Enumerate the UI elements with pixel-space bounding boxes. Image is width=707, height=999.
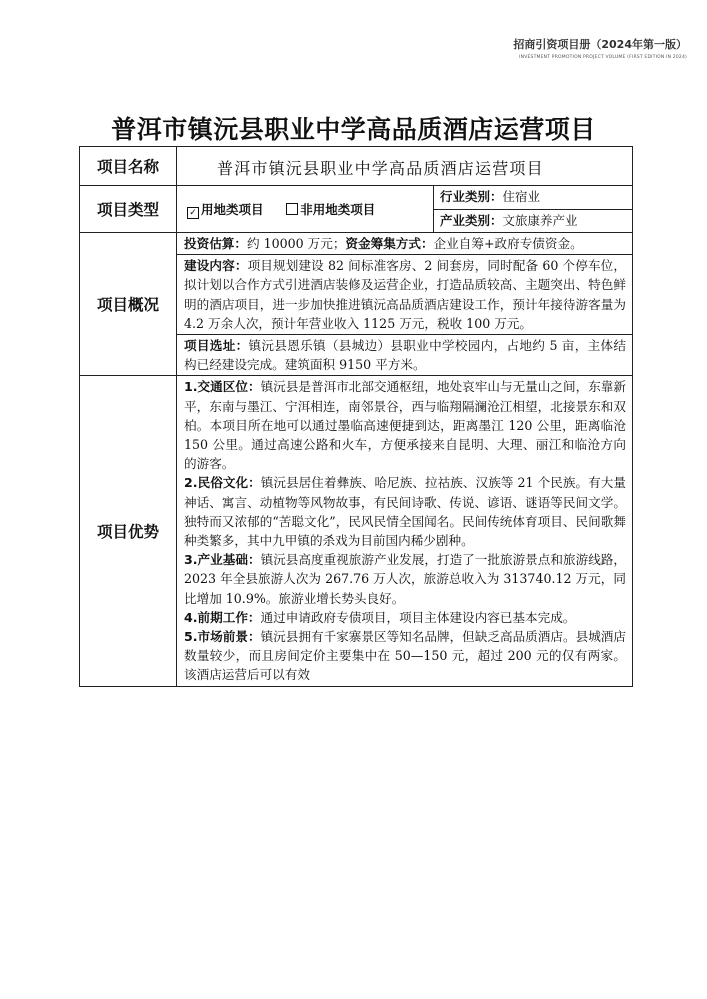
advantage-item (184, 473, 626, 550)
type-land-label: 用地类项目 (201, 201, 264, 217)
advantage-item-label: 4.前期工作： (184, 609, 261, 625)
row-project-type (80, 186, 633, 210)
advantage-item-label: 1.交通区位： (184, 379, 261, 395)
fund-label: 资金筹集方式： (345, 236, 434, 251)
site-value: 镇沅县恩乐镇（县城边）县职业中学校园内，占地约 5 亩，主体结构已经建设完成。建筑面积 9150 平方米。 (184, 338, 626, 373)
row-advantages (80, 376, 633, 686)
build-label: 建设内容： (184, 258, 248, 274)
checkbox-unchecked-icon (286, 203, 298, 215)
sector-category (434, 209, 633, 233)
advantage-item (184, 550, 626, 608)
checkbox-checked-icon: ✓ (187, 207, 199, 219)
advantage-item (184, 608, 626, 627)
project-type-label: 项目类型 (80, 186, 177, 233)
advantage-item-label: 5.市场前景： (184, 629, 261, 645)
overview-label: 项目概况 (80, 233, 177, 376)
advantage-item-text: 通过申请政府专债项目，项目主体建设内容已基本完成。 (260, 609, 576, 625)
build-value: 项目规划建设 82 间标准客房、2 间套房，同时配备 60 个停车位，拟计划以合作方式引进酒店装修及运营企业，打造品质较高、主题突出、特色鲜明的酒店项目，进一步加快推进镇沅高品质酒店建设工作，预计年接待游客量为 4.2 万余人次，预计年营业收入 1125 万元，税收 100 万元。 (184, 258, 626, 331)
construction-content (177, 255, 633, 335)
industry-value: 住宿业 (502, 189, 541, 204)
investment-info (177, 233, 633, 255)
advantage-label: 项目优势 (80, 376, 177, 686)
project-name-value: 普洱市镇沅县职业中学高品质酒店运营项目 (177, 147, 633, 186)
advantage-item (184, 377, 626, 473)
advantages-list (177, 376, 633, 686)
site-label: 项目选址： (184, 338, 249, 354)
project-site (177, 335, 633, 376)
project-table (79, 146, 633, 687)
advantage-item-text: 镇沅县拥有千家寨景区等知名品牌，但缺乏高品质酒店。县城酒店数量较少，而且房间定价主要集中在 50—150 元，超过 200 元的仅有两家。该酒店运营后可以有效 (184, 629, 626, 683)
advantage-item-text: 镇沅县是普洱市北部交通枢纽，地处哀牢山与无量山之间，东靠新平，东南与墨江、宁洱相连，南邻景谷，西与临翔隔澜沧江相望，北接景东和双柏。本项目所在地可以通过墨临高速便捷到达，距离墨江 120 公里，距离临沧 150 公里。通过高速公路和火车，方便承接来自昆明、大理、丽江和临沧方向的游客。 (184, 379, 626, 472)
invest-value: 约 10000 万元； (246, 236, 346, 251)
sector-value: 文旅康养产业 (502, 212, 578, 228)
page-title: 普洱市镇沅县职业中学高品质酒店运营项目 (111, 115, 596, 144)
advantage-item-text: 镇沅县高度重视旅游产业发展，打造了一批旅游景点和旅游线路，2023 年全县旅游人次为 267.76 万人次，旅游总收入为 313740.12 万元，同比增加 10.9%。旅游业增长势头良好。 (184, 552, 626, 606)
industry-label: 行业类别： (440, 189, 503, 204)
volume-title-cn: 招商引资项目册（2024年第一版） (513, 38, 687, 51)
advantage-item-text: 镇沅县居住着彝族、哈尼族、拉祜族、汉族等 21 个民族。有大量神话、寓言、动植物等风物故事，有民间诗歌、传说、谚语、谜语等民间文学。独特而又浓郁的“苦聪文化”，民风民情全国闻名。民间传统体育项目、民间歌舞种类繁多，其中九甲镇的杀戏为目前国内稀少剧种。 (184, 475, 626, 549)
advantage-item-label: 3.产业基础： (184, 552, 261, 568)
project-type-options (177, 186, 434, 233)
sector-label: 产业类别： (440, 212, 503, 228)
type-nonland-label: 非用地类项目 (300, 201, 376, 217)
industry-category (434, 186, 633, 210)
fund-value: 企业自筹+政府专债资金。 (433, 236, 583, 251)
invest-label: 投资估算： (184, 236, 247, 251)
row-overview-invest (80, 233, 633, 255)
volume-title-en: INVESTMENT PROMOTION PROJECT VOLUME (FIRST EDITION IN 2024) (519, 55, 687, 60)
advantage-item-label: 2.民俗文化： (184, 475, 261, 491)
project-name-label: 项目名称 (80, 147, 177, 186)
volume-header (513, 36, 687, 60)
row-project-name (80, 147, 633, 186)
advantage-item (184, 627, 626, 685)
